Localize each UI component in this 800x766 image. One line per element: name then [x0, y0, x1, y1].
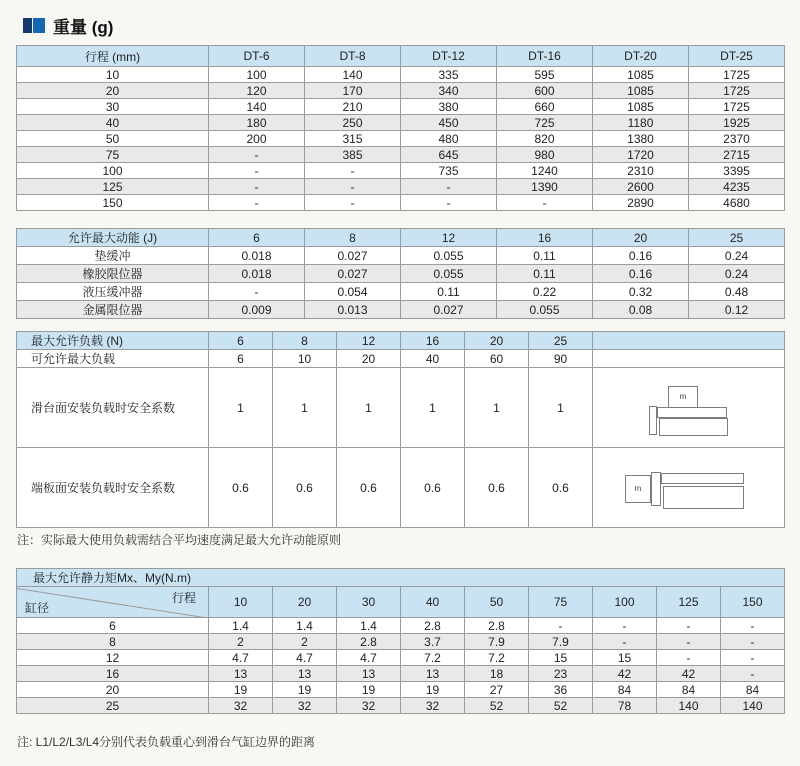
section-header: [23, 13, 113, 38]
header-row: [17, 332, 785, 350]
value-cell: -: [721, 666, 785, 682]
weight-table: [16, 45, 785, 211]
value-cell: 0.22: [497, 283, 593, 301]
table-row: [17, 666, 785, 682]
value-cell: 0.6: [401, 448, 465, 528]
row-label: 30: [17, 99, 209, 115]
value-cell: 15: [593, 650, 657, 666]
value-cell: 0.6: [273, 448, 337, 528]
value-cell: 2600: [593, 179, 689, 195]
section-marker-icon: [23, 18, 45, 33]
value-cell: 1390: [497, 179, 593, 195]
value-cell: 660: [497, 99, 593, 115]
row-label: 垫缓冲: [17, 247, 209, 265]
value-cell: 0.027: [305, 247, 401, 265]
value-cell: 2.8: [401, 618, 465, 634]
value-cell: 7.9: [529, 634, 593, 650]
value-cell: -: [657, 650, 721, 666]
header-row: [17, 46, 785, 67]
value-cell: 0.08: [593, 301, 689, 319]
value-cell: 52: [465, 698, 529, 714]
value-cell: 0.018: [209, 247, 305, 265]
value-cell: 2890: [593, 195, 689, 211]
value-cell: 13: [209, 666, 273, 682]
value-cell: 1180: [593, 115, 689, 131]
value-cell: 595: [497, 67, 593, 83]
diagram-cell: [593, 350, 785, 368]
value-cell: 120: [209, 83, 305, 99]
col-header: 40: [401, 587, 465, 618]
slide-table: [661, 473, 744, 484]
table-row: [17, 368, 785, 448]
value-cell: -: [305, 179, 401, 195]
value-cell: 42: [657, 666, 721, 682]
col-header: DT-25: [689, 46, 785, 67]
value-cell: -: [657, 618, 721, 634]
value-cell: 32: [209, 698, 273, 714]
value-cell: 4.7: [209, 650, 273, 666]
value-cell: 0.6: [209, 448, 273, 528]
marker-dark-square: [23, 18, 32, 33]
value-cell: 32: [273, 698, 337, 714]
value-cell: 1725: [689, 99, 785, 115]
value-cell: 140: [305, 67, 401, 83]
value-cell: 315: [305, 131, 401, 147]
value-cell: 335: [401, 67, 497, 83]
col-header: 16: [497, 229, 593, 247]
value-cell: 1085: [593, 67, 689, 83]
value-cell: -: [209, 163, 305, 179]
value-cell: 1.4: [273, 618, 337, 634]
value-cell: 13: [401, 666, 465, 682]
cylinder-body: [663, 486, 744, 509]
value-cell: 0.16: [593, 265, 689, 283]
table-row: [17, 131, 785, 147]
value-cell: 480: [401, 131, 497, 147]
table-row: [17, 83, 785, 99]
row-label: 滑台面安装负载时安全系数: [17, 368, 209, 448]
marker-light-square: [33, 18, 45, 33]
end-plate: [651, 472, 661, 506]
value-cell: 1725: [689, 83, 785, 99]
value-cell: 84: [657, 682, 721, 698]
table-row: [17, 163, 785, 179]
col-header: 20: [273, 587, 337, 618]
value-cell: 52: [529, 698, 593, 714]
value-cell: 4680: [689, 195, 785, 211]
value-cell: -: [209, 195, 305, 211]
col-header: 75: [529, 587, 593, 618]
value-cell: 2310: [593, 163, 689, 179]
value-cell: 84: [593, 682, 657, 698]
value-cell: 1085: [593, 83, 689, 99]
col-header: 8: [305, 229, 401, 247]
col-header: 允许最大动能 (J): [17, 229, 209, 247]
value-cell: -: [401, 179, 497, 195]
value-cell: 200: [209, 131, 305, 147]
value-cell: 980: [497, 147, 593, 163]
value-cell: 2.8: [465, 618, 529, 634]
value-cell: 0.12: [689, 301, 785, 319]
value-cell: 0.055: [401, 247, 497, 265]
row-label: 100: [17, 163, 209, 179]
value-cell: -: [721, 618, 785, 634]
value-cell: 0.027: [401, 301, 497, 319]
value-cell: 250: [305, 115, 401, 131]
end-mount-diagram: [593, 449, 784, 527]
diagram-col-header: [593, 332, 785, 350]
col-header: 12: [337, 332, 401, 350]
slide-table: [657, 407, 727, 418]
value-cell: 0.48: [689, 283, 785, 301]
col-header: DT-16: [497, 46, 593, 67]
value-cell: 2370: [689, 131, 785, 147]
value-cell: 1380: [593, 131, 689, 147]
table-title: 最大允许静力矩Mx、My(N.m): [17, 569, 785, 587]
value-cell: 13: [337, 666, 401, 682]
value-cell: 1725: [689, 67, 785, 83]
note-load: 注：实际最大使用负载需结合平均速度满足最大允许动能原则: [17, 533, 342, 547]
row-label: 端板面安装负载时安全系数: [17, 448, 209, 528]
value-cell: 32: [337, 698, 401, 714]
value-cell: 1: [273, 368, 337, 448]
col-header: DT-20: [593, 46, 689, 67]
value-cell: 1: [465, 368, 529, 448]
note-moment: 注: L1/L2/L3/L4分别代表负载重心到滑台气缸边界的距离: [17, 735, 316, 749]
value-cell: 0.24: [689, 265, 785, 283]
value-cell: 340: [401, 83, 497, 99]
value-cell: 0.16: [593, 247, 689, 265]
value-cell: 19: [209, 682, 273, 698]
value-cell: 6: [209, 350, 273, 368]
value-cell: 7.2: [401, 650, 465, 666]
value-cell: 1: [337, 368, 401, 448]
row-label: 125: [17, 179, 209, 195]
value-cell: 2: [273, 634, 337, 650]
row-label: 10: [17, 67, 209, 83]
value-cell: 3.7: [401, 634, 465, 650]
cylinder-body: [659, 418, 728, 436]
row-label: 12: [17, 650, 209, 666]
value-cell: 84: [721, 682, 785, 698]
value-cell: 0.24: [689, 247, 785, 265]
row-label: 16: [17, 666, 209, 682]
value-cell: 725: [497, 115, 593, 131]
table-row: [17, 283, 785, 301]
col-header: 20: [593, 229, 689, 247]
value-cell: 450: [401, 115, 497, 131]
value-cell: 140: [721, 698, 785, 714]
value-cell: 170: [305, 83, 401, 99]
value-cell: 1: [529, 368, 593, 448]
load-mass-box: m: [625, 475, 651, 503]
value-cell: 42: [593, 666, 657, 682]
value-cell: 0.027: [305, 265, 401, 283]
page-title: 重量 (g): [53, 18, 114, 37]
value-cell: 0.055: [401, 265, 497, 283]
corner-label-stroke: 行程: [171, 590, 196, 605]
value-cell: 380: [401, 99, 497, 115]
value-cell: 32: [401, 698, 465, 714]
value-cell: 0.6: [337, 448, 401, 528]
row-label: 150: [17, 195, 209, 211]
col-header: 125: [657, 587, 721, 618]
value-cell: 23: [529, 666, 593, 682]
value-cell: 40: [401, 350, 465, 368]
value-cell: 0.6: [529, 448, 593, 528]
table-title-row: [17, 569, 785, 587]
value-cell: 180: [209, 115, 305, 131]
value-cell: -: [593, 634, 657, 650]
value-cell: 2715: [689, 147, 785, 163]
slide-mount-diagram: [593, 369, 784, 447]
value-cell: 0.018: [209, 265, 305, 283]
col-header: 50: [465, 587, 529, 618]
table-row: [17, 634, 785, 650]
value-cell: -: [593, 618, 657, 634]
col-header: 12: [401, 229, 497, 247]
value-cell: 15: [529, 650, 593, 666]
table-row: [17, 698, 785, 714]
table-row: [17, 99, 785, 115]
diagram-cell: [593, 368, 785, 448]
value-cell: 1: [401, 368, 465, 448]
table-row: [17, 179, 785, 195]
value-cell: 0.6: [465, 448, 529, 528]
col-header: 16: [401, 332, 465, 350]
value-cell: 19: [401, 682, 465, 698]
diagram-cell: [593, 448, 785, 528]
table-row: [17, 147, 785, 163]
table-row: [17, 67, 785, 83]
value-cell: 735: [401, 163, 497, 179]
value-cell: 20: [337, 350, 401, 368]
row-label: 50: [17, 131, 209, 147]
table-row: [17, 247, 785, 265]
row-label: 液压缓冲器: [17, 283, 209, 301]
table-row: [17, 448, 785, 528]
value-cell: 0.11: [401, 283, 497, 301]
col-header: DT-8: [305, 46, 401, 67]
table-row: [17, 618, 785, 634]
value-cell: 0.009: [209, 301, 305, 319]
value-cell: 27: [465, 682, 529, 698]
header-row: [17, 229, 785, 247]
value-cell: -: [209, 147, 305, 163]
value-cell: 1720: [593, 147, 689, 163]
value-cell: -: [305, 163, 401, 179]
value-cell: 0.013: [305, 301, 401, 319]
col-header: 25: [689, 229, 785, 247]
value-cell: 140: [657, 698, 721, 714]
value-cell: -: [721, 650, 785, 666]
row-label: 25: [17, 698, 209, 714]
row-label: 金属限位器: [17, 301, 209, 319]
value-cell: 0.054: [305, 283, 401, 301]
col-header: 6: [209, 332, 273, 350]
col-header: DT-12: [401, 46, 497, 67]
table-row: [17, 301, 785, 319]
row-label: 20: [17, 682, 209, 698]
value-cell: 1085: [593, 99, 689, 115]
value-cell: 60: [465, 350, 529, 368]
value-cell: 36: [529, 682, 593, 698]
value-cell: 19: [337, 682, 401, 698]
value-cell: 1: [209, 368, 273, 448]
value-cell: 1925: [689, 115, 785, 131]
end-plate: [649, 406, 657, 435]
value-cell: 0.055: [497, 301, 593, 319]
table-row: [17, 195, 785, 211]
value-cell: 10: [273, 350, 337, 368]
value-cell: -: [209, 179, 305, 195]
row-label: 20: [17, 83, 209, 99]
col-header: 10: [209, 587, 273, 618]
value-cell: -: [497, 195, 593, 211]
table-row: [17, 650, 785, 666]
col-header: 20: [465, 332, 529, 350]
col-header: 30: [337, 587, 401, 618]
col-header: 最大允许负载 (N): [17, 332, 209, 350]
value-cell: 13: [273, 666, 337, 682]
value-cell: 0.32: [593, 283, 689, 301]
value-cell: 4235: [689, 179, 785, 195]
value-cell: -: [529, 618, 593, 634]
col-header: 150: [721, 587, 785, 618]
row-label: 橡胶限位器: [17, 265, 209, 283]
value-cell: 78: [593, 698, 657, 714]
value-cell: 0.11: [497, 247, 593, 265]
value-cell: -: [209, 283, 305, 301]
row-label: 75: [17, 147, 209, 163]
value-cell: 3395: [689, 163, 785, 179]
value-cell: 2.8: [337, 634, 401, 650]
load-mass-box: m: [668, 386, 698, 408]
table-row: [17, 265, 785, 283]
col-header: 25: [529, 332, 593, 350]
col-header: 8: [273, 332, 337, 350]
value-cell: 100: [209, 67, 305, 83]
value-cell: 600: [497, 83, 593, 99]
value-cell: 7.2: [465, 650, 529, 666]
col-header: 行程 (mm): [17, 46, 209, 67]
value-cell: -: [657, 634, 721, 650]
value-cell: 19: [273, 682, 337, 698]
value-cell: 210: [305, 99, 401, 115]
value-cell: 385: [305, 147, 401, 163]
row-label: 40: [17, 115, 209, 131]
value-cell: 820: [497, 131, 593, 147]
static-moment-table: [16, 568, 785, 714]
value-cell: 645: [401, 147, 497, 163]
value-cell: 4.7: [337, 650, 401, 666]
table-row: [17, 350, 785, 368]
corner-cell: [17, 587, 209, 618]
table-row: [17, 115, 785, 131]
col-header: DT-6: [209, 46, 305, 67]
value-cell: 2: [209, 634, 273, 650]
value-cell: 18: [465, 666, 529, 682]
value-cell: 7.9: [465, 634, 529, 650]
table-row: [17, 682, 785, 698]
row-label: 8: [17, 634, 209, 650]
max-load-table: [16, 331, 785, 528]
value-cell: 140: [209, 99, 305, 115]
value-cell: 1240: [497, 163, 593, 179]
col-header: 100: [593, 587, 657, 618]
col-header: 6: [209, 229, 305, 247]
value-cell: -: [305, 195, 401, 211]
row-label: 6: [17, 618, 209, 634]
corner-label-bore: 缸径: [25, 600, 50, 615]
value-cell: 1.4: [337, 618, 401, 634]
value-cell: -: [721, 634, 785, 650]
value-cell: 0.11: [497, 265, 593, 283]
kinetic-energy-table: [16, 228, 785, 319]
value-cell: 90: [529, 350, 593, 368]
corner-wrap: [17, 588, 208, 617]
row-label: 可允许最大负载: [17, 350, 209, 368]
value-cell: 4.7: [273, 650, 337, 666]
header-row: [17, 587, 785, 618]
value-cell: -: [401, 195, 497, 211]
value-cell: 1.4: [209, 618, 273, 634]
